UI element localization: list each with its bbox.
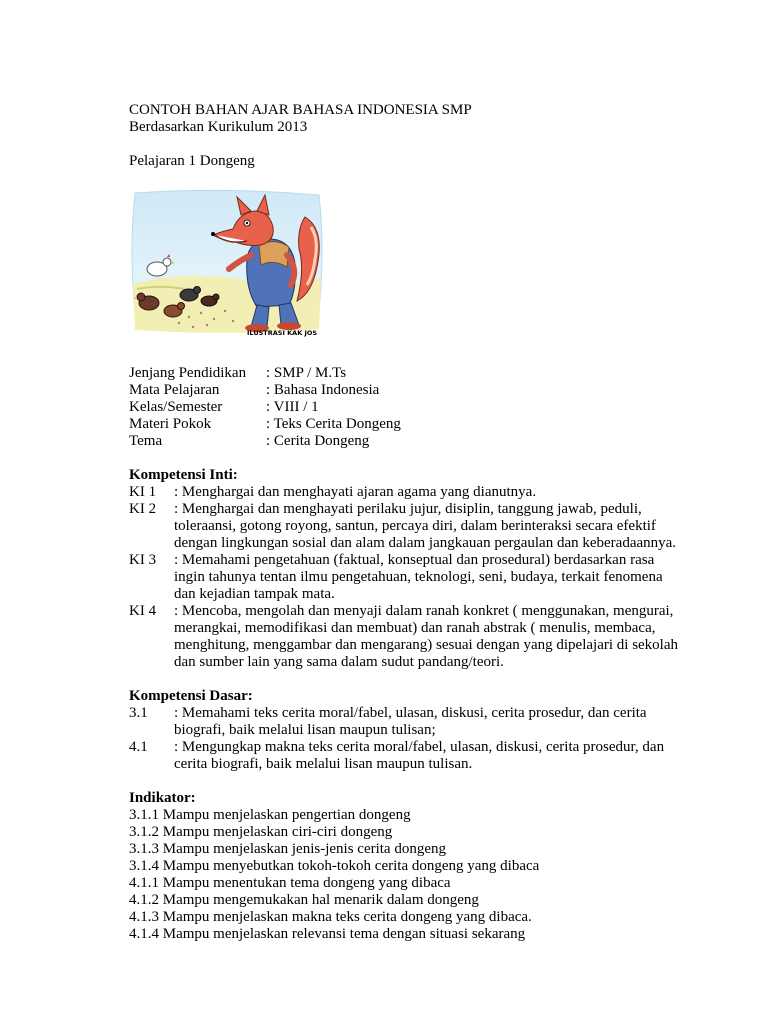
ki-text-line: : Menghargai dan menghayati ajaran agama yang dianutnya. xyxy=(174,484,537,500)
field-label: Tema xyxy=(129,433,163,449)
lesson-title: Pelajaran 1 Dongeng xyxy=(129,153,255,169)
ki-text-line: ingin tahunya tentan ilmu pengetahuan, teknologi, seni, budaya, terkait fenomena xyxy=(174,569,663,585)
kd-item xyxy=(129,705,709,739)
illustration-caption: ILUSTRASI KAK JOS xyxy=(247,329,318,337)
ki-text-line: : Memahami pengetahuan (faktual, konseptual dan prosedural) berdasarkan rasa xyxy=(174,552,655,568)
indicator-item: 3.1.3 Mampu menjelaskan jenis-jenis cerita dongeng xyxy=(129,841,446,857)
field-value: : SMP / M.Ts xyxy=(266,365,347,381)
ki-text-line: : Menghargai dan menghayati perilaku jujur, disiplin, tanggung jawab, peduli, xyxy=(174,501,642,517)
ki-item xyxy=(129,603,709,671)
indicator-item: 4.1.1 Mampu menentukan tema dongeng yang dibaca xyxy=(129,875,451,891)
indicator-item: 4.1.4 Mampu menjelaskan relevansi tema dengan situasi sekarang xyxy=(129,926,526,942)
identity-row xyxy=(129,382,709,399)
document-subtitle: Berdasarkan Kurikulum 2013 xyxy=(129,119,308,135)
field-label: Kelas/Semester xyxy=(129,399,223,415)
indicator-item: 3.1.1 Mampu menjelaskan pengertian dongeng xyxy=(129,807,411,823)
section-heading-indikator: Indikator: xyxy=(129,790,196,806)
identity-row xyxy=(129,416,709,433)
identity-row xyxy=(129,399,709,416)
field-value: : VIII / 1 xyxy=(266,399,319,415)
ki-number: KI 2 xyxy=(129,501,157,517)
ki-number: KI 3 xyxy=(129,552,157,568)
fox-and-chickens-illustration xyxy=(129,189,324,339)
section-heading-ki: Kompetensi Inti: xyxy=(129,467,238,483)
identity-row xyxy=(129,433,709,450)
kd-number: 3.1 xyxy=(129,705,148,721)
field-value: : Bahasa Indonesia xyxy=(266,382,380,398)
kd-text-line: : Mengungkap makna teks cerita moral/fabel, ulasan, diskusi, cerita prosedur, dan xyxy=(174,739,665,755)
section-heading-kd: Kompetensi Dasar: xyxy=(129,688,253,704)
ki-item xyxy=(129,484,709,501)
ki-text-line: menghitung, menggambar dan mengarang) sesuai dengan yang dipelajari di sekolah xyxy=(174,637,679,653)
ki-number: KI 4 xyxy=(129,603,157,619)
identity-row xyxy=(129,365,709,382)
indicator-item: 3.1.4 Mampu menyebutkan tokoh-tokoh cerita dongeng yang dibaca xyxy=(129,858,540,874)
ki-item xyxy=(129,552,709,603)
kd-number: 4.1 xyxy=(129,739,148,755)
field-label: Materi Pokok xyxy=(129,416,212,432)
identity-fields xyxy=(129,365,709,450)
kd-text-line: cerita biografi, baik melalui lisan maupun tulisan. xyxy=(174,756,473,772)
indicator-item: 4.1.2 Mampu mengemukakan hal menarik dalam dongeng xyxy=(129,892,479,908)
ki-text-line: toleraansi, gotong royong, santun, percaya diri, dalam berinteraksi secara efektif xyxy=(174,518,656,534)
field-value: : Teks Cerita Dongeng xyxy=(266,416,401,432)
ki-text-line: dan kejadian tampak mata. xyxy=(174,586,335,602)
ki-number: KI 1 xyxy=(129,484,157,500)
ki-text-line: : Mencoba, mengolah dan menyaji dalam ranah konkret ( menggunakan, mengurai, xyxy=(174,603,674,619)
indicator-list xyxy=(129,807,709,943)
ki-text-line: dan sumber lain yang sama dalam sudut pandang/teori. xyxy=(174,654,504,670)
ki-text-line: merangkai, memodifikasi dan membuat) dan ranah abstrak ( menulis, membaca, xyxy=(174,620,656,636)
indicator-item: 4.1.3 Mampu menjelaskan makna teks cerita dongeng yang dibaca. xyxy=(129,909,532,925)
document-page xyxy=(129,102,709,943)
kd-item xyxy=(129,739,709,773)
document-title: CONTOH BAHAN AJAR BAHASA INDONESIA SMP xyxy=(129,102,472,118)
ki-item xyxy=(129,501,709,552)
field-label: Jenjang Pendidikan xyxy=(129,365,247,381)
indicator-item: 3.1.2 Mampu menjelaskan ciri-ciri dongeng xyxy=(129,824,393,840)
ki-text-line: dengan lingkungan sosial dan alam dalam jangkauan pergaulan dan keberadaannya. xyxy=(174,535,677,551)
kd-text-line: : Memahami teks cerita moral/fabel, ulasan, diskusi, cerita prosedur, dan cerita xyxy=(174,705,647,721)
kd-text-line: biografi, baik melalui lisan maupun tulisan; xyxy=(174,722,436,738)
field-label: Mata Pelajaran xyxy=(129,382,220,398)
field-value: : Cerita Dongeng xyxy=(266,433,370,449)
